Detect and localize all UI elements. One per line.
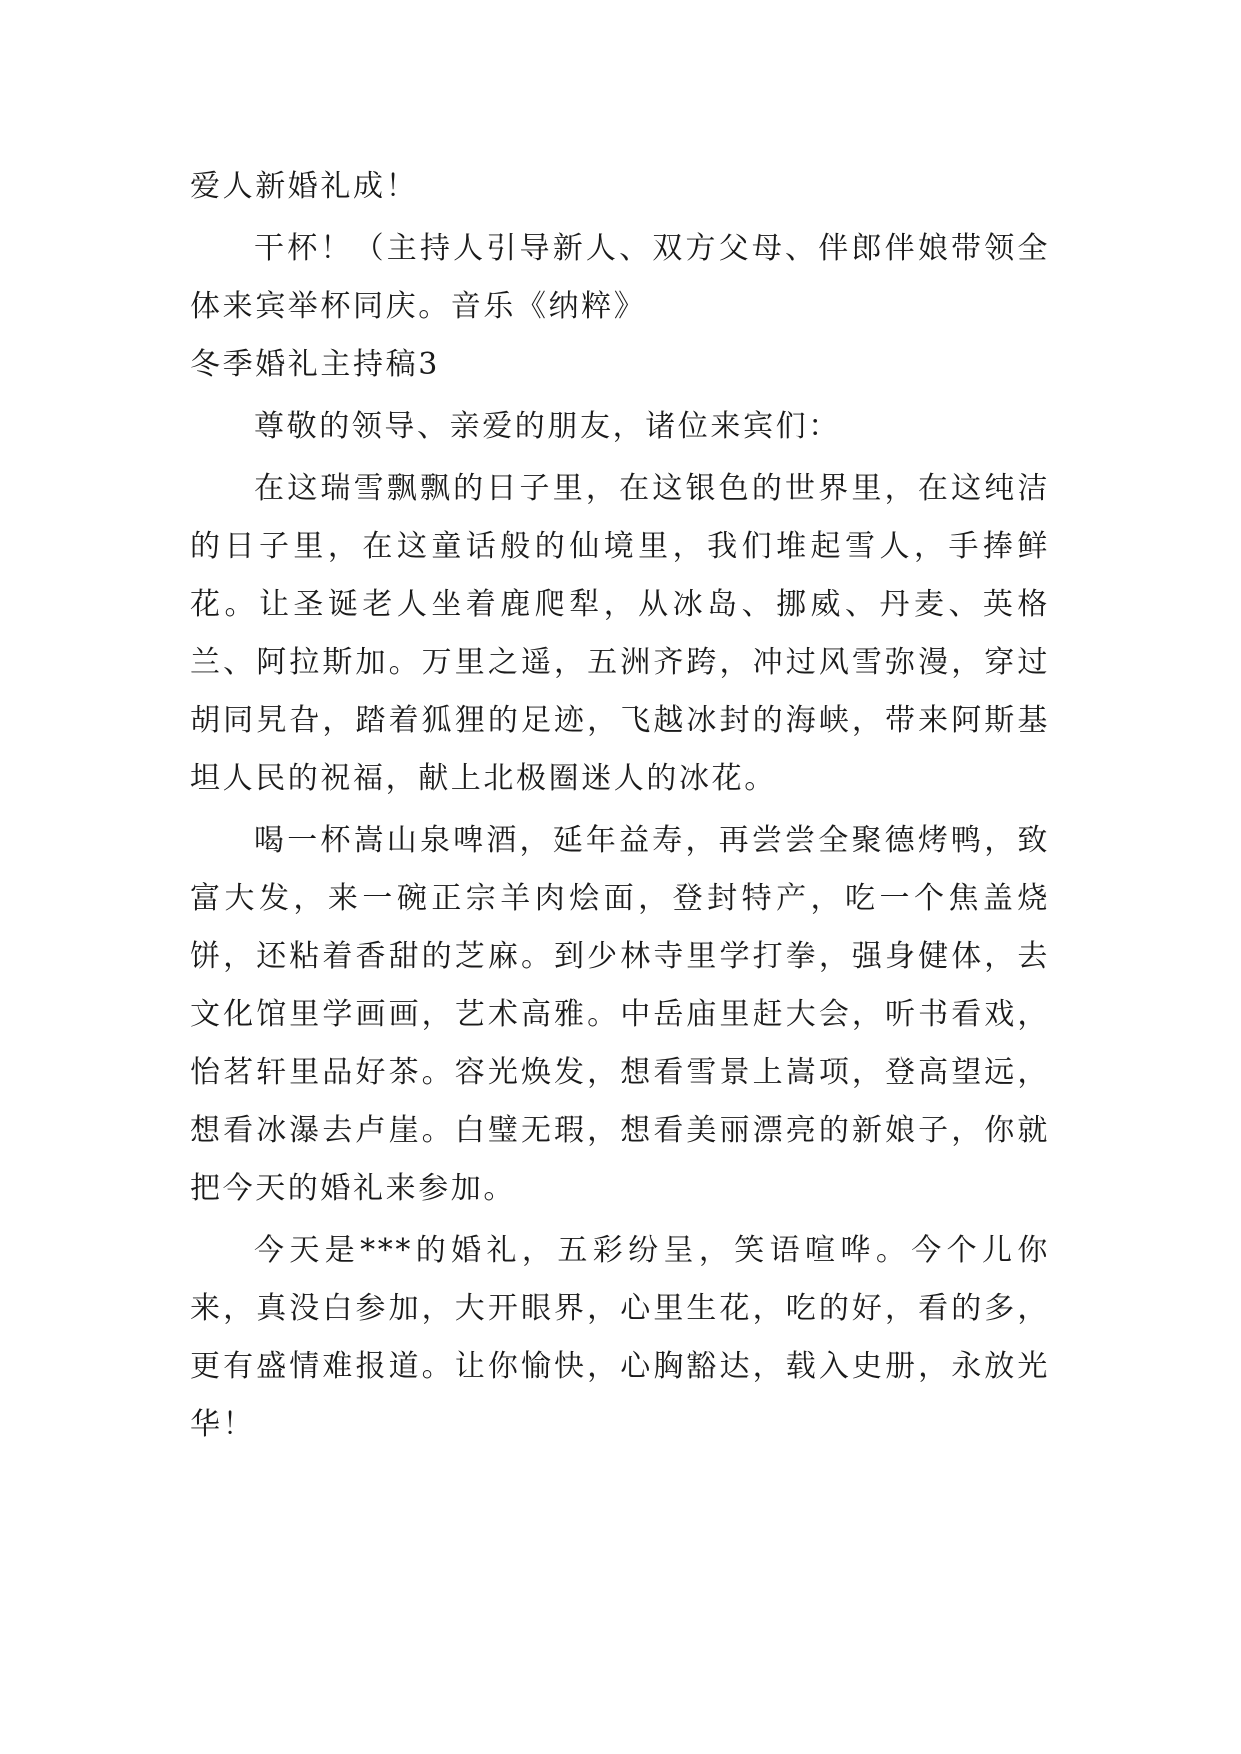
paragraph-greeting: 尊敬的领导、亲爱的朋友，诸位来宾们： [254, 409, 841, 444]
paragraph-toast: 干杯！（主持人引导新人、双方父母、伴郎伴娘带领全体来宾举杯同庆。音乐《纳粹》 [190, 231, 1050, 324]
paragraph-local-delights: 喝一杯嵩山泉啤酒，延年益寿，再尝尝全聚德烤鸭，致富大发，来一碗正宗羊肉烩面，登封特产，吃一个焦盖烧饼，还粘着香甜的芝麻。到少林寺里学打拳，强身健体，去文化馆里学画画，艺术高雅。中岳庙里赶大会，听书看戏，怡茗轩里品好茶。容光焕发，想看雪景上嵩项，登高望远，想看冰瀑去卢崖。白璧无瑕，想看美丽漂亮的新娘子，你就把今天的婚礼来参加。 [190, 823, 1050, 1206]
section-title: 冬季婚礼主持稿3 [190, 347, 440, 382]
paragraph-winter-scene: 在这瑞雪飘飘的日子里，在这银色的世界里，在这纯洁的日子里，在这童话般的仙境里，我们堆起雪人，手捧鲜花。让圣诞老人坐着鹿爬犁，从冰岛、挪威、丹麦、英格兰、阿拉斯加。万里之遥，五洲齐跨，冲过风雪弥漫，穿过胡同旯旮，踏着狐狸的足迹，飞越冰封的海峡，带来阿斯基坦人民的祝福，献上北极圈迷人的冰花。 [190, 471, 1050, 796]
document-body [190, 158, 1050, 1454]
paragraph-celebration: 今天是***的婚礼，五彩纷呈，笑语喧哗。今个儿你来，真没白参加，大开眼界，心里生花，吃的好，看的多，更有盛情难报道。让你愉快，心胸豁达，载入史册，永放光华！ [190, 1233, 1050, 1442]
paragraph-closing-line: 爱人新婚礼成！ [190, 169, 419, 204]
